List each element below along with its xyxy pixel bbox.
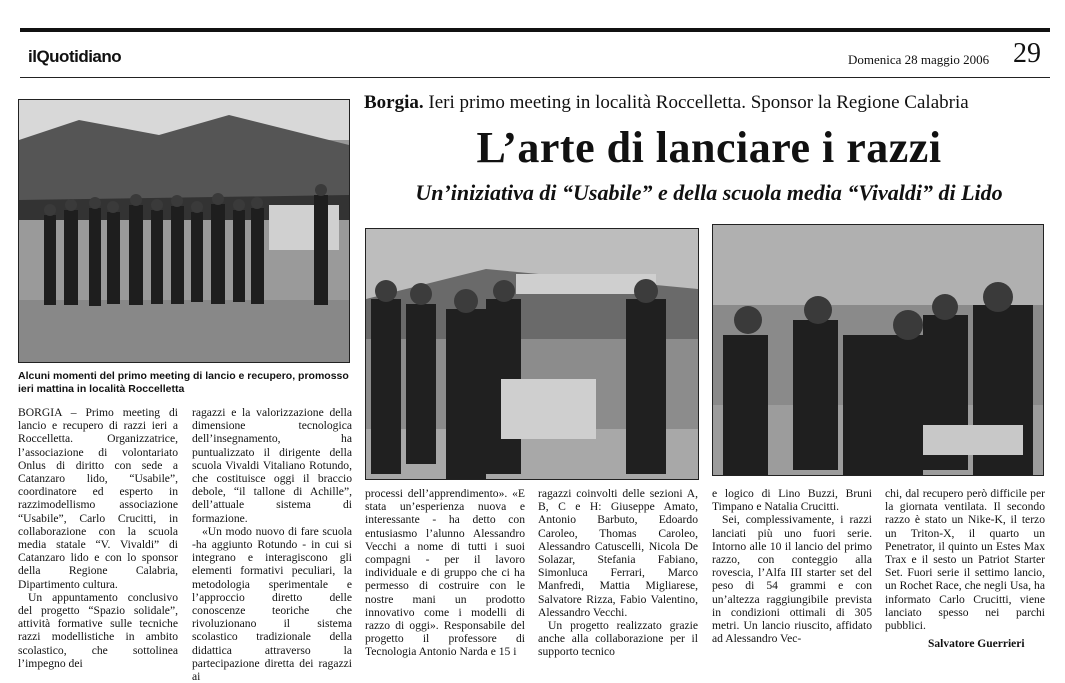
article-byline: Salvatore Guerrieri <box>928 638 1025 650</box>
photo-kids-image <box>713 225 1043 475</box>
photo-caption: Alcuni momenti del primo meeting di lancio e recupero, promosso ieri mattina in località Roccelletta <box>18 370 349 395</box>
photo-launch-preparation <box>365 228 699 480</box>
photo-group-launch-site <box>18 99 350 363</box>
photo-preparation-image <box>366 229 698 479</box>
photo-group-image <box>19 100 349 362</box>
article-subheadline: Un’iniziativa di “Usabile” e della scuola media “Vivaldi” di Lido <box>415 180 1003 205</box>
masthead-bottom-rule <box>20 77 1050 78</box>
kicker-place: Borgia. <box>364 92 424 113</box>
article-kicker <box>364 92 1054 114</box>
column-6-paragraph-1: chi, dal recupero però difficile per la giornata ventilata. Il secondo razzo è stato un Nike-K, il terzo un Triton-X, il quarto un Penetrator, il quinto un Estes Max Trax e il sesto un Patriot Starter Set. Fuori serie il settimo lancio, un Rochet Race, che negli Usa, ha informato Carlo Crucitti, viene lanciato spesso nei parchi pubblici. <box>885 487 1045 633</box>
article-column-4 <box>538 487 698 659</box>
article-column-3 <box>365 487 525 659</box>
column-3-paragraph-1: processi dell’apprendimento». «E stata un’esperienza nuova e interessante - ha detto con entusiasmo l’alunno Alessandro Vecchi a nome di tutti i suoi compagni - per il lavoro individuale e di gruppo che ci ha permesso di costruire con le nostre mani un prodotto innovativo come i modelli di razzo di oggi». Responsabile del progetto il professore di Tecnologia Antonio Narda e 15 i <box>365 487 525 659</box>
column-1-paragraph-2: Un appuntamento conclusivo del progetto “Spazio solidale”, attività formative sulle tecniche razzi modellistiche in ambito scolastico, che sottolinea l’impegno dei <box>18 590 178 670</box>
column-2-paragraph-1: ragazzi e la valorizzazione della dimensione tecnologica dell’insegnamento, ha puntualizzato il dirigente della scuola Vivaldi Vitaliano Rotundo, che costituisce oggi il braccio debole, “il tallone di Achille”, dell’attuale sistema di formazione. <box>192 406 352 525</box>
column-4-paragraph-1: ragazzi coinvolti delle sezioni A, B, C e H: Giuseppe Amato, Antonio Barbuto, Edoardo Caroleo, Thomas Caroleo, Alessandro Catuscelli, Nicola De Solazar, Stefania Fabiano, Simonluca Ferrari, Marco Manfredi, Mattia Migliarese, Salvatore Rizza, Fabio Valentino, Alessandro Vecchi. <box>538 487 698 619</box>
article-column-5 <box>712 487 872 645</box>
photo-kids-with-rockets <box>712 224 1044 476</box>
article-headline: L’arte di lanciare i razzi <box>476 123 942 172</box>
column-1-paragraph-1: BORGIA – Primo meeting di lancio e recupero di razzi ieri a Roccelletta. Organizzatrice, l’associazione di volontariato Onlus di diritto con sede a Catanzaro lido, “Usabile”, coordinatore ed esperto in razzimodellismo associazione “Usabile”, Carlo Crucitti, in collaborazione con la scuola media statale “V. Vivaldi” di Catanzaro lido e con lo sponsor della Regione Calabria, Dipartimento cultura. <box>18 406 178 591</box>
column-4-paragraph-2: Un progetto realizzato grazie anche alla collaborazione per il supporto tecnico <box>538 619 698 659</box>
kicker-text: Ieri primo meeting in località Roccelletta. Sponsor la Regione Calabria <box>428 92 969 113</box>
page-number: 29 <box>1013 38 1041 69</box>
masthead-top-rule <box>20 28 1050 32</box>
article-column-1 <box>18 406 178 670</box>
newspaper-logo: ilQuotidiano <box>28 47 122 66</box>
article-column-6 <box>885 487 1045 632</box>
issue-date: Domenica 28 maggio 2006 <box>848 52 990 67</box>
column-2-paragraph-2: «Un modo nuovo di fare scuola -ha aggiunto Rotundo - in cui si integrano e interagiscono gli elementi formativi peculiari, la metodologia sperimentale e l’approccio diretto delle conoscenze teoriche che rivoluzionano il sistema scolastico tradizionale della didattica attraverso la partecipazione diretta dei ragazzi ai <box>192 524 352 683</box>
column-5-paragraph-1: e logico di Lino Buzzi, Bruni Timpano e Natalia Crucitti. <box>712 487 872 514</box>
column-5-paragraph-2: Sei, complessivamente, i razzi lanciati più uno fuori serie. Intorno alle 10 il lancio del primo razzo, con conteggio alla rovescia, l’Alfa III starter set del peso di 54 grammi e con un’altezza raggiungibile prevista in condizioni ottimali di 305 metri. Un lancio riuscito, affidato ad Alessandro Vec- <box>712 513 872 646</box>
article-column-2 <box>192 406 352 683</box>
